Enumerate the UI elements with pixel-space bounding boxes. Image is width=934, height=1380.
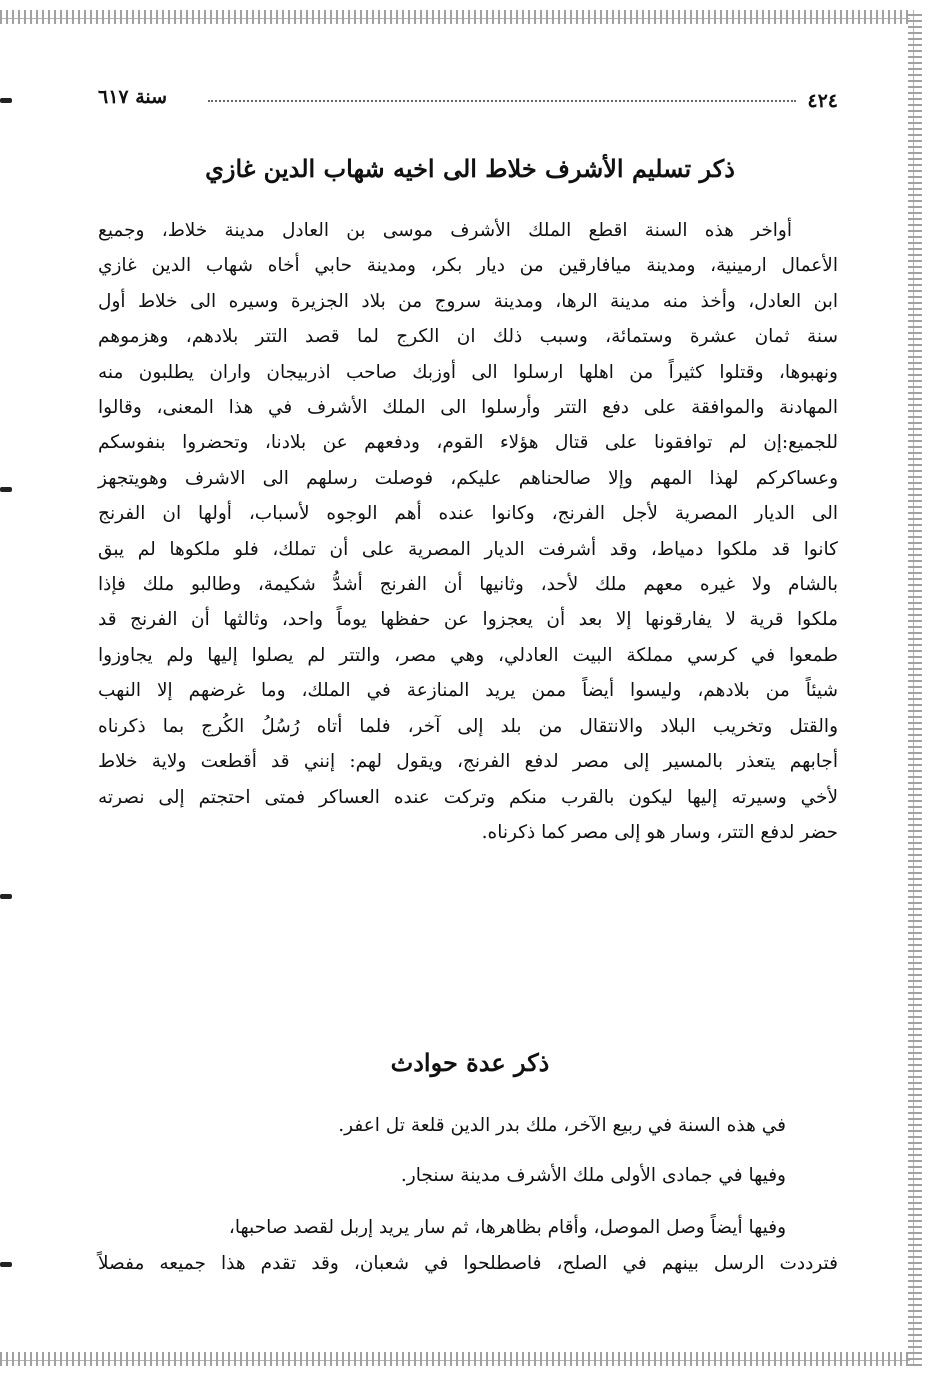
- section-body: [98, 213, 838, 850]
- text-line: للجميع:إن لم توافقونا على قتال هؤلاء القوم، ودفعهم عن بلادنا، وتحضروا بنفوسكم: [98, 432, 838, 454]
- text-line: كانوا قد ملكوا دمياط، وقد أشرفت الديار المصرية على أن تملك، فلو ملكوها لم يبق: [98, 538, 838, 560]
- decorative-border-top: [0, 10, 910, 24]
- decorative-border-bottom: [0, 1352, 910, 1366]
- text-line: شيئاً من بلادهم، وليسوا أيضاً ممن يريد المنازعة في الملك، وما غرضهم إلا النهب: [98, 680, 838, 702]
- text-line: بالشام ولا غيره معهم ملك لأحد، وثانيها أن الفرنج أشدُّ شكيمة، وطالبو ملك فإذا: [98, 574, 838, 596]
- binding-mark: [0, 1262, 12, 1267]
- section-title: ذكر عدة حوادث: [390, 1048, 550, 1077]
- text-line: الأعمال ارمينية، ومدينة ميافارقين من ديار بكر، ومدينة حابي أخاه شهاب الدين غازي: [98, 255, 838, 277]
- text-line: المهادنة والموافقة على دفع التتر وأرسلوا الى الملك الأشرف في هذا المعنى، وقالوا: [98, 397, 838, 419]
- page-number: ٤٢٤: [807, 90, 838, 112]
- text-line: والقتل وتخريب البلاد والانتقال من بلد إلى آخر، فلما أتاه رُسُلُ الكُرج بما ذكرناه: [98, 715, 838, 737]
- binding-mark: [0, 487, 12, 492]
- text-line: وعساكركم لهذا المهم وإلا صالحناهم عليكم، فوصلت رسلهم الى الاشرف وهويتجهز: [98, 467, 838, 489]
- binding-mark: [0, 98, 12, 103]
- paragraph: وفيها في جمادى الأولى ملك الأشرف مدينة سنجار.: [400, 1165, 786, 1186]
- text-line: الى الديار المصرية لأجل الفرنج، وكانوا عنده أهم الوجوه لأسباب، أولها ان الفرنج: [98, 503, 838, 525]
- paragraph: في هذه السنة في ربيع الآخر، ملك بدر الدين قلعة تل اعفر.: [338, 1115, 786, 1136]
- text-line: حضر لدفع التتر، وسار هو إلى مصر كما ذكرناه.: [481, 821, 838, 843]
- page-header: [98, 86, 838, 116]
- section-title: ذكر تسليم الأشرف خلاط الى اخيه شهاب الدين غازي: [205, 154, 735, 183]
- text-line: أجابهم يتعذر بالمسير إلى مصر لدفع الفرنج، ويقول لهم: إنني قد أقطعت ولاية خلاط: [98, 751, 838, 773]
- running-head: سنة ٦١٧: [98, 86, 168, 108]
- dotted-leader: [208, 100, 796, 102]
- text-line: ابن العادل، وأخذ منه مدينة الرها، ومدينة سروج من بلاد الجزيرة وسيره الى خلاط أول: [98, 290, 838, 312]
- text-line: سنة ثمان عشرة وستمائة، وسبب ذلك ان الكرج لما قصد التتر بلادهم، وهزموهم: [98, 326, 838, 348]
- text-line: لأخي وسيرته إليها ليكون بالقرب منكم وتركت عنده العساكر فمتى احتجتم إلى نصرته: [98, 786, 838, 808]
- text-line: فترددت الرسل بينهم في الصلح، فاصطلحوا في شعبان، وقد تقدم هذا جميعه مفصلاً: [98, 1253, 838, 1274]
- decorative-border-right: [908, 10, 922, 1366]
- text-line: طمعوا في كرسي مملكة البيت العادلي، وهي مصر، والتتر لم يصلوا إليها ولم يجاوزوا: [98, 644, 838, 666]
- paragraph: وفيها أيضاً وصل الموصل، وأقام بظاهرها، ثم سار يريد إربل لقصد صاحبها،: [228, 1217, 786, 1238]
- binding-mark: [0, 894, 12, 899]
- text-line: أواخر هذه السنة اقطع الملك الأشرف موسى بن العادل مدينة خلاط، وجميع: [98, 220, 792, 241]
- text-line: ملكوا قرية لا يفارقونها إلا بعد أن يعجزوا عن حفظها يوماً واحد، وثالثها أن الفرنج قد: [98, 609, 838, 631]
- section-body: [98, 1108, 838, 1282]
- text-line: ونهبوها، وقتلوا كثيراً من اهلها ارسلوا الى أوزبك صاحب اذربيجان واران يطلبون منه: [98, 361, 838, 383]
